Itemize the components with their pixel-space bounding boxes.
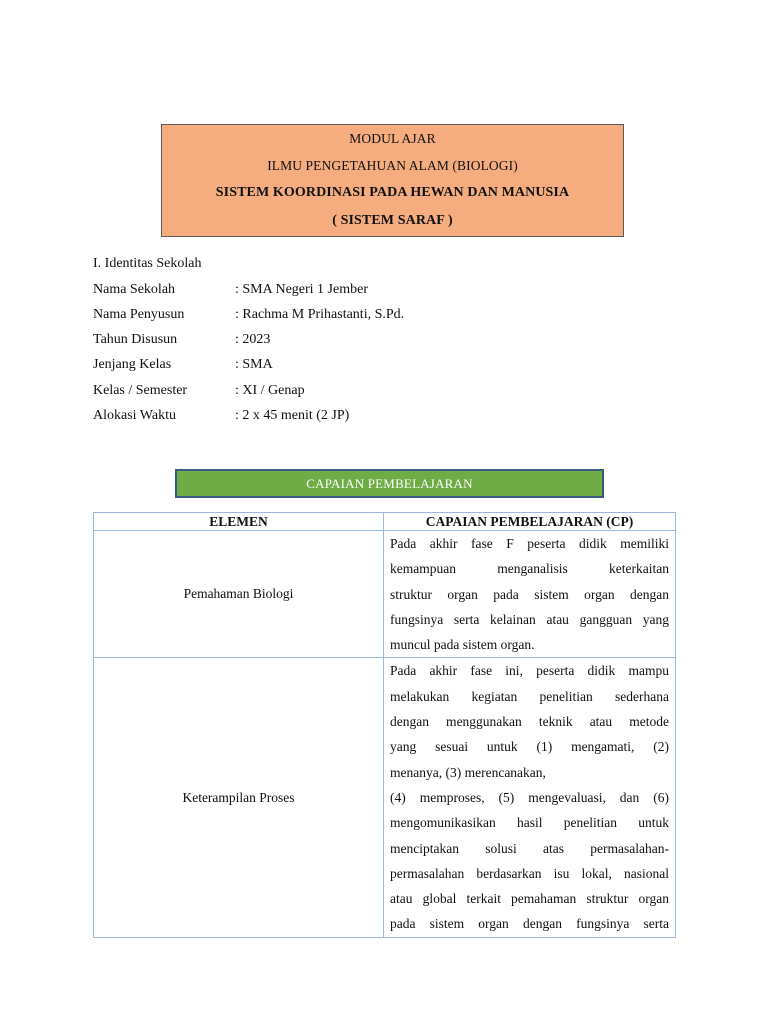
identitas-label: Jenjang Kelas (93, 357, 172, 372)
cp-text-line: kemampuan menganalisis keterkaitan (390, 561, 669, 577)
cp-text-line: (4) memproses, (5) mengevaluasi, dan (6) (390, 789, 669, 805)
cp-text-line: menciptakan solusi atas permasalahan- (390, 840, 669, 856)
identitas-row (93, 408, 613, 428)
identitas-value: : 2023 (235, 332, 271, 347)
identitas-heading: I. Identitas Sekolah (93, 256, 202, 271)
cp-text-line: fungsinya serta kelainan atau gangguan yang (390, 611, 669, 627)
cp-text-line: Pada akhir fase ini, peserta didik mampu (390, 663, 669, 679)
cp-text-line: melakukan kegiatan penelitian sederhana (390, 688, 669, 704)
identitas-row (93, 383, 613, 403)
identitas-value: : SMA (235, 357, 273, 372)
column-header-elemen: ELEMEN (94, 513, 384, 531)
identitas-value: : XI / Genap (235, 383, 305, 398)
capaian-table (93, 512, 676, 938)
identitas-row (93, 282, 613, 302)
topic-title: SISTEM KOORDINASI PADA HEWAN DAN MANUSIA (215, 185, 570, 200)
identitas-row (93, 357, 613, 377)
cp-text-line: menanya, (3) merencanakan, (390, 764, 546, 780)
identitas-label: Nama Sekolah (93, 282, 176, 297)
table-row (94, 658, 676, 937)
module-title: MODUL AJAR (349, 131, 436, 146)
capaian-pembelajaran-heading: CAPAIAN PEMBELAJARAN (175, 469, 604, 498)
identitas-value: : 2 x 45 menit (2 JP) (235, 408, 350, 423)
cp-text-line: permasalahan berdasarkan isu lokal, nasional (390, 865, 669, 881)
identitas-value: : SMA Negeri 1 Jember (235, 282, 368, 297)
elemen-cell: Pemahaman Biologi (94, 531, 384, 658)
cp-text-line: atau global terkait pemahaman struktur organ (390, 891, 669, 907)
cp-text-line: yang sesuai untuk (1) mengamati, (2) (390, 739, 669, 755)
identitas-label: Kelas / Semester (93, 383, 188, 398)
module-title-box (161, 124, 624, 237)
subtopic-title: ( SISTEM SARAF ) (332, 213, 453, 228)
cp-text-line: pada sistem organ dengan fungsinya serta (390, 916, 669, 932)
identitas-row (93, 307, 613, 327)
identitas-value: : Rachma M Prihastanti, S.Pd. (235, 307, 405, 322)
table-header-row (94, 513, 676, 531)
cp-text-line: struktur organ pada sistem organ dengan (390, 586, 669, 602)
identitas-label: Alokasi Waktu (93, 408, 176, 423)
identitas-label: Nama Penyusun (93, 307, 185, 322)
elemen-cell: Keterampilan Proses (94, 658, 384, 937)
cp-text-line: mengomunikasikan hasil penelitian untuk (390, 815, 669, 831)
column-header-cp: CAPAIAN PEMBELAJARAN (CP) (384, 513, 676, 531)
cp-cell (384, 531, 676, 658)
identitas-label: Tahun Disusun (93, 332, 178, 347)
cp-text-line: Pada akhir fase F peserta didik memiliki (390, 536, 669, 551)
table-row (94, 531, 676, 658)
identitas-row (93, 332, 613, 352)
cp-text-line: dengan menggunakan teknik atau metode (390, 714, 669, 730)
cp-text-line: muncul pada sistem organ. (390, 637, 535, 653)
subject-title: ILMU PENGETAHUAN ALAM (BIOLOGI) (267, 158, 518, 173)
cp-cell (384, 658, 676, 937)
